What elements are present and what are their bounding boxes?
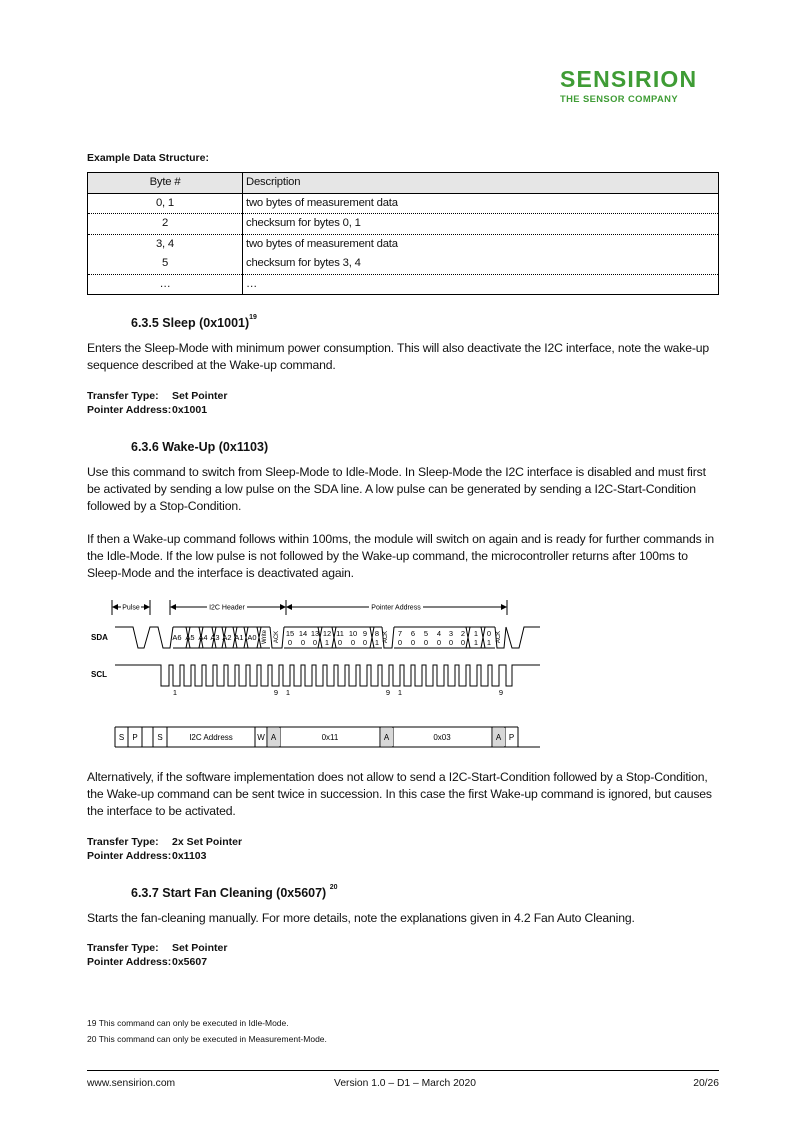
table-row — [88, 234, 719, 254]
pointer-bit-value: 1 — [486, 638, 492, 647]
scl-clock-number: 1 — [172, 688, 178, 697]
section-heading-wakeup: 6.3.6 Wake-Up (0x1103) — [131, 440, 269, 454]
pulse-label: Pulse — [122, 604, 140, 612]
fan-cleaning-description: Starts the fan-cleaning manually. For more details, note the explanations given in 4.2 Fan Auto Cleaning. — [87, 911, 635, 925]
pointer-bit-value: 0 — [287, 638, 293, 647]
table-cell: … — [243, 274, 719, 295]
pointer-bit-index: 5 — [423, 629, 429, 638]
address-bit-label: A2 — [222, 633, 232, 642]
frame-field: P — [508, 733, 515, 742]
table-cell: checksum for bytes 3, 4 — [243, 254, 719, 274]
table-row — [88, 274, 719, 295]
pointer-bit-index: 2 — [460, 629, 466, 638]
scl-clock-number: 1 — [285, 688, 291, 697]
sda-label: SDA — [91, 633, 108, 642]
address-bit-label: A0 — [247, 633, 257, 642]
transfer-type-value: Set Pointer — [172, 942, 228, 954]
wakeup-paragraph-3: Alternatively, if the software implementation does not allow to send a I2C-Start-Condition followed by a Stop-Condition, the Wake-up command can be sent twice in succession. In this case the first Wake-up command is ignored, but causes the interface to be activated. — [87, 770, 712, 818]
address-bit-label: A6 — [172, 633, 182, 642]
pointer-address-label: Pointer Address: — [87, 404, 172, 416]
pointer-bit-value: 0 — [397, 638, 403, 647]
pointer-bit-value: 0 — [460, 638, 466, 647]
frame-field: I2C Address — [189, 733, 233, 742]
transfer-type-line — [87, 835, 242, 849]
heading-text: 6.3.7 Start Fan Cleaning (0x5607) — [131, 886, 327, 900]
footnote-number: 20 — [87, 1034, 97, 1044]
transfer-type-label: Transfer Type: — [87, 836, 159, 848]
write-bit-label: Write — [262, 630, 268, 644]
table-row — [88, 193, 719, 214]
pointer-bit-index: 6 — [410, 629, 416, 638]
pointer-address-line — [87, 955, 227, 969]
pointer-bit-value: 0 — [362, 638, 368, 647]
company-tagline: THE SENSOR COMPANY — [560, 93, 678, 104]
heading-text: 6.3.5 Sleep (0x1001) — [131, 316, 250, 330]
frame-field: S — [157, 733, 163, 742]
pointer-bit-value: 0 — [337, 638, 343, 647]
pointer-address-value: 0x5607 — [172, 956, 208, 968]
table-cell: 0, 1 — [88, 193, 243, 214]
footnote-ref: 20 — [329, 884, 338, 891]
sleep-transfer-info — [87, 389, 227, 417]
transfer-type-line — [87, 389, 227, 403]
fan-transfer-info — [87, 941, 227, 969]
wakeup-paragraph-2: If then a Wake-up command follows within 100ms, the module will switch on again and is ready for further commands in the Idle-Mode. If the low pulse is not followed by the Wake-up command, the microcontroller returns after 100ms to Sleep-Mode and the interface is deactivated again. — [87, 532, 715, 580]
pointer-bit-value: 0 — [436, 638, 442, 647]
pointer-bit-index: 10 — [348, 629, 358, 638]
frame-field: A — [383, 733, 390, 742]
footer-version: Version 1.0 – D1 – March 2020 — [334, 1078, 476, 1089]
table-cell: 3, 4 — [88, 234, 243, 254]
pointer-bit-index: 0 — [486, 629, 492, 638]
footnote-20 — [87, 1034, 327, 1044]
sleep-description: Enters the Sleep-Mode with minimum power consumption. This will also deactivate the I2C interface, note the wake-up sequence described at the Wake-up command. — [87, 341, 710, 372]
pointer-bit-index: 1 — [473, 629, 479, 638]
table-cell: 2 — [88, 214, 243, 235]
pointer-bit-value: 1 — [473, 638, 479, 647]
pointer-bit-index: 4 — [436, 629, 442, 638]
table-cell: 5 — [88, 254, 243, 274]
pointer-bit-value: 0 — [423, 638, 429, 647]
pointer-address-line — [87, 849, 242, 863]
address-bit-label: A3 — [210, 633, 220, 642]
ack-bit-label: ACK — [274, 630, 280, 644]
pointer-bit-value: 0 — [300, 638, 306, 647]
frame-field: A — [270, 733, 277, 742]
wakeup-transfer-info — [87, 835, 242, 863]
footnote-number: 19 — [87, 1018, 97, 1028]
pointer-address-line — [87, 403, 227, 417]
ack-bit-label: ACK — [496, 630, 502, 644]
scl-clock-number: 9 — [498, 688, 504, 697]
frame-field: W — [257, 733, 265, 742]
column-header: Description — [243, 173, 719, 194]
i2c-header-label: I2C Header — [209, 604, 245, 612]
table-cell: checksum for bytes 0, 1 — [243, 214, 719, 235]
pointer-address-label: Pointer Address — [371, 604, 421, 612]
transfer-type-line — [87, 941, 227, 955]
address-bit-label: A5 — [185, 633, 195, 642]
pointer-bit-index: 7 — [397, 629, 403, 638]
transfer-type-value: 2x Set Pointer — [172, 836, 243, 848]
pointer-bit-value: 0 — [312, 638, 318, 647]
i2c-timing-diagram — [87, 595, 557, 755]
pointer-address-value: 0x1001 — [172, 404, 208, 416]
frame-field: S — [118, 733, 125, 742]
pointer-bit-index: 9 — [362, 629, 368, 638]
column-header: Byte # — [88, 173, 243, 194]
section-heading-fan-cleaning — [131, 886, 338, 900]
pointer-bit-index: 14 — [298, 629, 308, 638]
company-logo: SENSIRION — [560, 66, 698, 92]
section-heading-sleep — [131, 316, 257, 330]
pointer-bit-value: 1 — [374, 638, 380, 647]
frame-field: 0x11 — [321, 733, 339, 742]
table-row — [88, 214, 719, 235]
pointer-bit-index: 13 — [310, 629, 320, 638]
scl-clock-number: 1 — [397, 688, 403, 697]
footer-page-number: 20/26 — [693, 1078, 719, 1089]
frame-field: A — [495, 733, 502, 742]
table-cell: two bytes of measurement data — [243, 234, 719, 254]
scl-clock-number: 9 — [385, 688, 391, 697]
pointer-bit-index: 15 — [285, 629, 295, 638]
table-row — [88, 254, 719, 274]
address-bit-label: A1 — [234, 633, 244, 642]
pointer-bit-index: 12 — [322, 629, 332, 638]
pointer-bit-index: 3 — [448, 629, 454, 638]
pointer-address-label: Pointer Address: — [87, 956, 172, 968]
pointer-bit-value: 0 — [410, 638, 416, 647]
frame-field: P — [132, 733, 138, 742]
transfer-type-label: Transfer Type: — [87, 390, 159, 402]
address-bit-label: A4 — [198, 633, 208, 642]
wakeup-paragraph-1: Use this command to switch from Sleep-Mode to Idle-Mode. In Sleep-Mode the I2C interface is disabled and must first be activated by sending a low pulse on the SDA line. A low pulse can be generated by sending a I2C-Start-Condition followed by a Stop-Condition. — [87, 465, 706, 513]
pointer-address-label: Pointer Address: — [87, 850, 172, 862]
footnote-ref: 19 — [249, 314, 257, 321]
data-structure-table — [87, 172, 719, 295]
pointer-address-value: 0x1103 — [172, 850, 207, 862]
pointer-bit-value: 1 — [324, 638, 330, 647]
table-cell: … — [88, 274, 243, 295]
footnote-19 — [87, 1018, 289, 1028]
table-cell: two bytes of measurement data — [243, 193, 719, 214]
example-title: Example Data Structure: — [87, 152, 209, 164]
table-header-row — [88, 173, 719, 194]
footer-divider — [87, 1070, 719, 1071]
footer-website: www.sensirion.com — [87, 1078, 176, 1089]
transfer-type-value: Set Pointer — [172, 390, 228, 402]
footnote-text: This command can only be executed in Idle-Mode. — [98, 1018, 289, 1028]
scl-label: SCL — [91, 670, 107, 679]
pointer-bit-value: 0 — [448, 638, 454, 647]
transfer-type-label: Transfer Type: — [87, 942, 159, 954]
pointer-bit-index: 8 — [374, 629, 380, 638]
pointer-bit-value: 0 — [350, 638, 356, 647]
pointer-bit-index: 11 — [336, 629, 344, 638]
ack-bit-label: ACK — [383, 630, 389, 644]
footnote-text: This command can only be executed in Measurement-Mode. — [98, 1034, 327, 1044]
frame-field: 0x03 — [433, 733, 451, 742]
scl-clock-number: 9 — [273, 688, 279, 697]
